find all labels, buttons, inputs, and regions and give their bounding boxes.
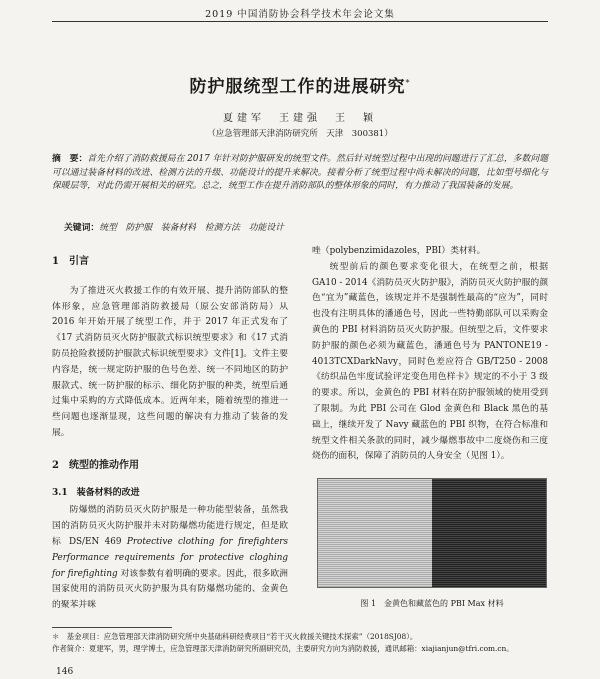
keywords-text: 统型 防护服 装备材料 检测方法 功能设计 [99,223,284,233]
para-text-b: 对该参数有着明确的要求。因此，很多欧洲国家使用的消防员灭火防护服为具有防爆燃功能的、金黄色的聚苯并咪 [52,568,288,611]
section-3-1-paragraph [52,503,288,614]
paper-title [0,72,600,97]
figure-1-image [317,478,547,588]
title-footnote-mark: * [405,78,411,88]
authors: 夏建军 王建强 王 颖 [223,113,377,124]
right-continuation: 唑（polybenzimidazoles，PBI）类材料。 [312,246,486,256]
section-2-heading: 2 统型的推动作用 [52,459,139,471]
footnote-rule [52,627,172,628]
section-1-paragraph: 为了推进灭火救援工作的有效开展、提升消防部队的整体形象，应急管理部消防救援局（原公安部消防局）从 2016 年开始开展了统型工作，并于 2017 年正式发布了《17 式消防员灭火防护服款式标识统型要求》和《17 式消防员抢险救援防护服款式标识统型要求》文件[1]。文件主要内容是，统一规定防护服的色号色差、统一不同地区的防护服款式、统一防护服的标示、细化防护服的种类，统型后通过集中采购的方式降低成本。近两年来，随着统型的推进一些问题也逐渐显现，这些问题的解决有力推动了装备的发展。 [52,285,288,438]
title-text: 防护服统型工作的进展研究 [189,77,406,97]
keywords-label: 关键词： [64,223,100,233]
section-1-heading: 1 引言 [52,256,89,267]
keywords [64,220,548,233]
section-3-1-heading: 3.1 装备材料的改进 [52,487,140,498]
abstract-label: 摘 要： [52,154,88,164]
standard-title-italic: Protective clothing for firefighters Performance requirements for protective cloghing for firefighting [52,536,288,579]
abstract [52,153,548,194]
navy-pbi-fabric [432,479,546,587]
right-column [312,244,548,465]
abstract-text: 首先介绍了消防救援局在 2017 年针对防护服研发的统型文件。然后针对统型过程中出现的问题进行了汇总，多数问题可以通过装备材料的改进、检测方法的升级、功能设计的提升来解决。接着分析了统型过程中尚未解决的问题，比如型号细化与保暖层等，对此仍需开展相关的研究。总之，统型工作在提升消防部队的整体形象的同时，有力推动了我国装备的发展。 [52,154,548,192]
header-rule [52,21,548,22]
para-text-a: 防爆燃的消防员灭火防护服是一种功能型装备，虽然我国的消防员灭火防护服并未对防爆燃功能进行规定，但是欧标 DS/EN 469 [52,505,288,547]
affiliation: （应急管理部天津消防研究所 天津 300381） [207,129,393,139]
right-paragraph: 统型前后的颜色要求变化很大，在统型之前，根据 GA10 - 2014《消防员灭火防护服》，消防员灭火防护服的颜色“宜为”藏蓝色，该规定并不是强制性最高的“应为”，同时也没有注明具体的潘通色号，因此一些特勤部队可以采购金黄色的 PBI 材料消防员灭火防护服。但统型之后，文件要求防护服的颜色必须为藏蓝色，潘通色号为 PANTONE19 - 4013TCXDarkNavy，同时色差应符合 GB/T250 - 2008《纺织品色牢度试验评定变色用色样卡》规定的不小于 3 级的要求。所以，金黄色的 PBI 材料在防护服领域的使用受到了限制。为此 PBI 公司在 Glod 金黄色和 Black 黑色的基础上，继续开发了 Navy 藏蓝色的 PBI 织物，在符合标准和统型文件相关条款的同时，减少爆燃事故中二度烧伤和三度烧伤的面积，保障了消防员的人身安全（见图 1）。 [312,261,548,462]
left-column [52,244,288,614]
page-number: 146 [56,667,74,677]
footnote-author: 作者简介：夏建军，男，理学博士，应急管理部天津消防研究所副研究员，主要研究方向为消防救援，通讯邮箱：xiajianjun@tfri.com.cn。 [52,644,514,653]
gold-pbi-fabric [318,479,432,587]
figure-1-caption: 图 1 金黄色和藏蓝色的 PBI Max 材料 [360,599,504,608]
footnote-funding: ＊ 基金项目：应急管理部天津消防研究所中央基础科研经费项目“若干灭火救援关键技术探索”（2018SJ08）。 [52,632,418,641]
running-header: 2019 中国消防协会科学技术年会论文集 [205,9,395,20]
